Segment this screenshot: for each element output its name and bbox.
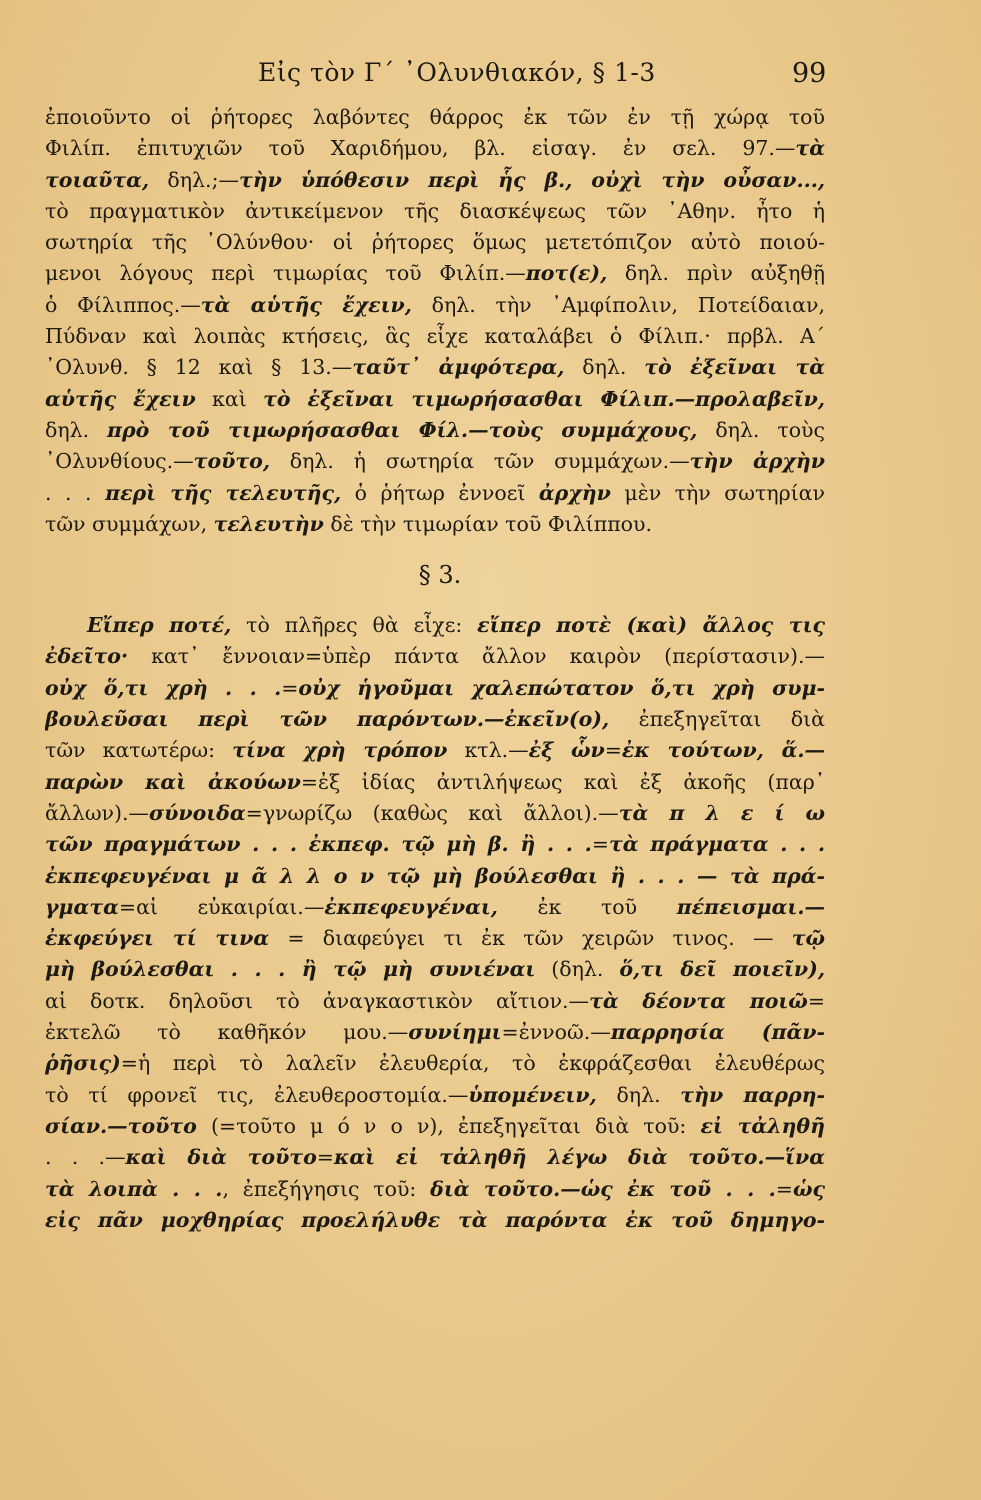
text-line: ῥῆσις)=ἡ περὶ τὸ λαλεῖν ἐλευθερία, τὸ ἐκφράζεσθαι ἐλευθέρως bbox=[45, 1051, 825, 1076]
text-line: . . . περὶ τῆς τελευτῆς, ὁ ῥήτωρ ἐννοεῖ ἀρχὴν μὲν τὴν σωτηρίαν bbox=[45, 480, 825, 505]
text-line: ἐκφεύγει τί τινα = διαφεύγει τι ἐκ τῶν χειρῶν τινος. — τῷ bbox=[45, 926, 825, 951]
text-line: . . .—καὶ διὰ τοῦτο=καὶ εἰ τἀληθῆ λέγω διὰ τοῦτο.—ἵνα bbox=[45, 1145, 825, 1170]
text-line: Εἴπερ ποτέ, τὸ πλῆρες θὰ εἶχε: εἴπερ ποτὲ (καὶ) ἄλλος τις bbox=[87, 613, 825, 638]
page-header bbox=[40, 52, 840, 92]
text-line: παρὼν καὶ ἀκούων=ἐξ ἰδίας ἀντιλήψεως καὶ ἐξ ἀκοῆς (παρ᾿ bbox=[45, 769, 825, 794]
text-line: τῶν συμμάχων, τελευτὴν δὲ τὴν τιμωρίαν τοῦ Φιλίππου. bbox=[45, 511, 652, 536]
text-line: Φιλίπ. ἐπιτυχιῶν τοῦ Χαριδήμου, βλ. εἰσαγ. ἐν σελ. 97.—τὰ bbox=[45, 136, 825, 161]
text-line: σωτηρία τῆς ᾿Ολύνθου· οἱ ῥήτορες ὅμως μετετόπιζον αὐτὸ ποιού- bbox=[45, 230, 825, 255]
text-line: τῶν κατωτέρω: τίνα χρὴ τρόπον κτλ.—ἐξ ὧν=ἐκ τούτων, ἅ.— bbox=[45, 738, 825, 763]
text-line: εἰς πᾶν μοχθηρίας προελήλυθε τὰ παρόντα ἐκ τοῦ δημηγο- bbox=[45, 1207, 825, 1232]
commentary-paragraph-2 bbox=[45, 610, 825, 1236]
running-head: Εἰς τὸν Γ΄ ᾿Ολυνθιακόν, § 1-3 bbox=[258, 58, 656, 87]
text-line: βουλεῦσαι περὶ τῶν παρόντων.—ἐκεῖν(ο), ἐπεξηγεῖται διὰ bbox=[45, 707, 825, 732]
text-line: ἐδεῖτο· κατ᾿ ἔννοιαν=ὑπὲρ πάντα ἄλλον καιρὸν (περίστασιν).— bbox=[45, 644, 825, 669]
page-body bbox=[45, 102, 825, 1236]
text-line: σίαν.—τοῦτο (=τοῦτο μ ό ν ο ν), ἐπεξηγεῖται διὰ τοῦ: εἰ τἀληθῆ bbox=[45, 1113, 825, 1138]
text-line: αἱ δοτκ. δηλοῦσι τὸ ἀναγκαστικὸν αἴτιον.—τὰ δέοντα ποιῶ= bbox=[45, 988, 825, 1013]
text-line: ἐκπεφευγέναι μ ᾶ λ λ ο ν τῷ μὴ βούλεσθαι ἢ . . . — τὰ πρά- bbox=[45, 863, 825, 888]
text-line: δηλ. πρὸ τοῦ τιμωρήσασθαι Φίλ.—τοὺς συμμάχους, δηλ. τοὺς bbox=[45, 417, 825, 442]
text-line: μενοι λόγους περὶ τιμωρίας τοῦ Φιλίπ.—ποτ(ε), δηλ. πρὶν αὐξηθῇ bbox=[45, 261, 825, 286]
commentary-paragraph-1 bbox=[45, 102, 825, 540]
text-line: τὰ λοιπὰ . . ., ἐπεξήγησις τοῦ: διὰ τοῦτο.—ὡς ἐκ τοῦ . . .=ὡς bbox=[45, 1176, 825, 1201]
text-line: τῶν πραγμάτων . . . ἐκπεφ. τῷ μὴ β. ἢ . . .=τὰ πράγματα . . . bbox=[45, 832, 825, 857]
text-line: αὑτῆς ἔχειν καὶ τὸ ἐξεῖναι τιμωρήσασθαι Φίλιπ.—προλαβεῖν, bbox=[45, 386, 825, 411]
text-line: ἐποιοῦντο οἱ ῥήτορες λαβόντες θάρρος ἐκ τῶν ἐν τῇ χώρᾳ τοῦ bbox=[45, 105, 825, 129]
text-line: ᾿Ολυνθίους.—τοῦτο, δηλ. ἡ σωτηρία τῶν συμμάχων.—τὴν ἀρχὴν bbox=[45, 449, 825, 474]
text-line: τὸ τί φρονεῖ τις, ἐλευθεροστομία.—ὑπομένειν, δηλ. τὴν παρρη- bbox=[45, 1082, 825, 1107]
text-line: ἐκτελῶ τὸ καθῆκόν μου.—συνίημι=ἐννοῶ.—παρρησία (πᾶν- bbox=[45, 1020, 825, 1045]
text-line: ἄλλων).—σύνοιδα=γνωρίζω (καθὼς καὶ ἄλλοι).—τὰ π λ ε ί ω bbox=[45, 800, 825, 825]
text-line: γματα=αἱ εὐκαιρίαι.—ἐκπεφευγέναι, ἐκ τοῦ πέπεισμαι.— bbox=[45, 894, 825, 919]
text-line: τὸ πραγματικὸν ἀντικείμενον τῆς διασκέψεως τῶν ᾿Αθην. ἦτο ἡ bbox=[45, 198, 825, 223]
text-line: μὴ βούλεσθαι . . . ἢ τῷ μὴ συνιέναι (δηλ. ὅ,τι δεῖ ποιεῖν), bbox=[45, 957, 825, 982]
page-number: 99 bbox=[792, 58, 827, 89]
text-line: Πύδναν καὶ λοιπὰς κτήσεις, ἃς εἶχε καταλάβει ὁ Φίλιπ.· πρβλ. Α΄ bbox=[45, 324, 825, 349]
text-line: ᾿Ολυνθ. § 12 καὶ § 13.—ταῦτ᾿ ἀμφότερα, δηλ. τὸ ἐξεῖναι τὰ bbox=[45, 355, 825, 380]
text-line: ὁ Φίλιππος.—τὰ αὑτῆς ἔχειν, δηλ. τὴν ᾿Αμφίπολιν, Ποτείδαιαν, bbox=[45, 292, 825, 317]
text-line: τοιαῦτα, δηλ.;—τὴν ὑπόθεσιν περὶ ἧς β., οὐχὶ τὴν οὖσαν..., bbox=[45, 167, 825, 192]
section-heading: § 3. bbox=[418, 561, 462, 590]
text-line: οὐχ ὅ,τι χρὴ . . .=οὐχ ἡγοῦμαι χαλεπώτατον ὅ,τι χρὴ συμ- bbox=[45, 675, 825, 700]
